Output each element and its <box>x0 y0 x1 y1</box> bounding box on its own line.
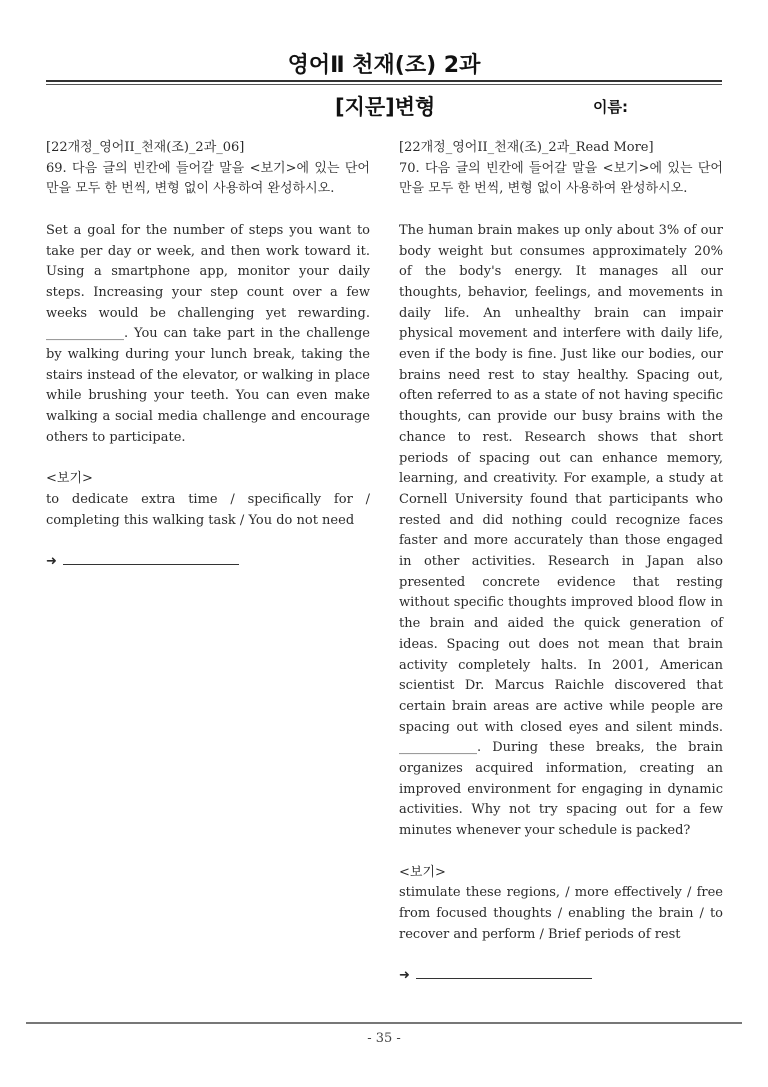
bogi-words: to dedicate extra time / specifically for / completing this walking task / You do not need <box>46 491 370 528</box>
question-passage: The human brain makes up only about 3% of our body weight but consumes approximately 20% of the body's energy. It manages all our thoughts, behavior, feelings, and movements in daily life. An unhealthy brain can impair physical movement and interfere with daily life, even if the body is fine. Just like our bodies, our brains need rest to stay healthy. Spacing out, often referred to as a state of not having specific thoughts, can provide our busy brains with the chance to rest. Research shows that short periods of spacing out can enhance memory, learning, and creativity. For example, a study at Cornell University found that participants who rested and did nothing could recognize faces faster and more accurately than those engaged in other activities. Research in Japan also presented concrete evidence that resting without specific thoughts improved blood flow in the brain and aided the quick generation of ideas. Spacing out does not mean that brain activity completely halts. In 2001, American scientist Dr. Marcus Raichle discovered that certain brain areas are active while people are spacing out with closed eyes and silent minds. ____________. During these breaks, the brain organizes acquired information, creating an improved environment for engaging in dynamic activities. Why not try spacing out for a few minutes whenever your schedule is packed? <box>399 222 723 839</box>
header-divider-thick <box>46 80 722 82</box>
question-70 <box>399 138 723 987</box>
bogi-words: stimulate these regions, / more effectively / free from focused thoughts / enabling the brain / to recover and perform / Brief periods of rest <box>399 885 723 942</box>
footer-divider <box>26 1022 742 1024</box>
page-subtitle: [지문]변형 <box>335 95 436 119</box>
question-source: [22개정_영어II_천재(조)_2과_06] <box>46 140 245 155</box>
arrow-icon: ➜ <box>399 968 410 984</box>
bogi-label: <보기> <box>46 471 93 487</box>
question-instruction: 70. 다음 글의 빈칸에 들어갈 말을 <보기>에 있는 단어만을 모두 한 번씩, 변형 없이 사용하여 완성하시오. <box>399 160 723 197</box>
answer-blank[interactable] <box>63 552 239 565</box>
page-number: - 35 - <box>367 1031 401 1046</box>
question-source: [22개정_영어II_천재(조)_2과_Read More] <box>399 140 654 155</box>
answer-line[interactable] <box>46 552 370 573</box>
page-title: 영어Ⅱ 천재(조) 2과 <box>287 53 481 78</box>
name-label: 이름: <box>593 98 628 116</box>
answer-line[interactable] <box>399 966 723 987</box>
header-divider-thin <box>46 84 722 85</box>
question-passage: Set a goal for the number of steps you want to take per day or week, and then work toward it. Using a smartphone app, monitor your daily steps. Increasing your step count over a few weeks would be challenging yet rewarding. ____________. You can take part in the challenge by walking during your lunch break, taking the stairs instead of the elevator, or walking in place while brushing your teeth. You can even make walking a social media challenge and encourage others to participate. <box>46 222 370 445</box>
answer-blank[interactable] <box>416 966 592 979</box>
question-69 <box>46 138 370 573</box>
arrow-icon: ➜ <box>46 554 57 570</box>
bogi-label: <보기> <box>399 864 446 880</box>
question-instruction: 69. 다음 글의 빈칸에 들어갈 말을 <보기>에 있는 단어만을 모두 한 번씩, 변형 없이 사용하여 완성하시오. <box>46 160 370 197</box>
